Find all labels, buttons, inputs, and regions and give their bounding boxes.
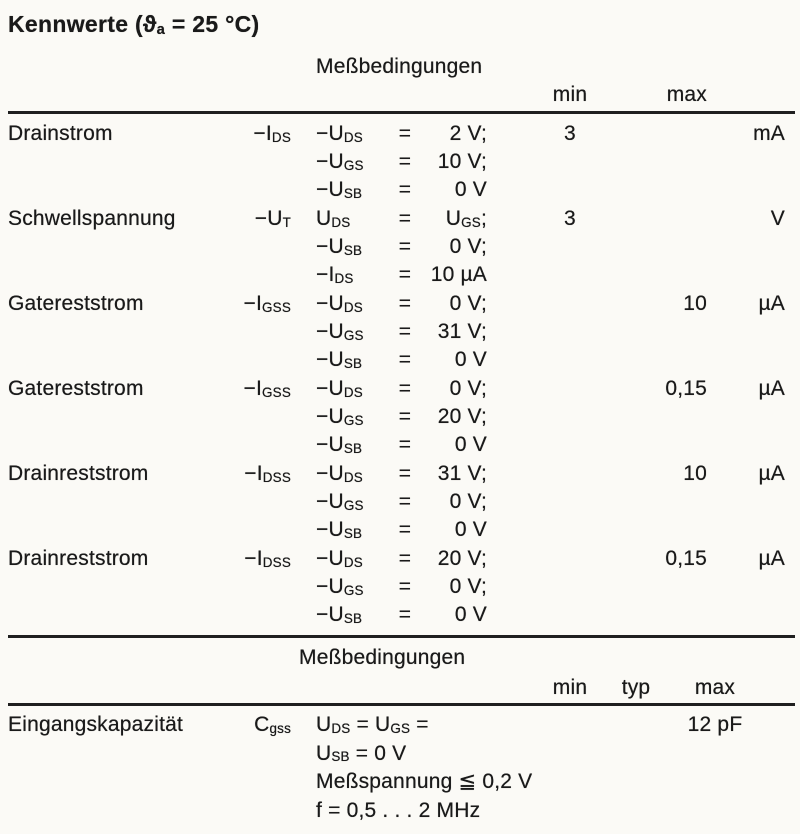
condition-line: $-U_{SB}$ = 0 V — [316, 348, 487, 371]
parameter-name: Schwellspannung — [8, 207, 176, 230]
max-value: 12 pF — [687, 713, 743, 736]
condition-line: $U_{SB} = 0$ V — [316, 741, 407, 765]
parameter-name: Drainreststrom — [8, 462, 149, 485]
max-value: 0,15 — [665, 547, 707, 570]
condition-line: $U_{DS}$ = $U_{GS}$; — [316, 207, 487, 230]
table-row — [8, 711, 793, 825]
parameter-symbol: $-I_{DS}$ — [253, 122, 291, 145]
table-row — [8, 290, 793, 374]
condition-line: f = 0,5 . . . 2 MHz — [316, 798, 481, 822]
typ-column-header: typ — [621, 676, 651, 699]
row-conditions — [299, 460, 487, 544]
parameter-symbol: $-I_{DSS}$ — [244, 547, 291, 570]
max-column-header: max — [666, 83, 707, 106]
parameter-name: Gatereststrom — [8, 377, 144, 400]
row-conditions — [299, 545, 487, 629]
table2-header-conditions — [8, 643, 793, 673]
unit-label: µA — [758, 292, 785, 315]
min-value — [487, 375, 653, 459]
parameter-symbol: $-I_{GSS}$ — [243, 292, 291, 315]
table-row — [8, 205, 793, 289]
row-conditions — [299, 205, 487, 289]
min-column-header: min — [552, 83, 588, 106]
condition-line: $-U_{GS}$ = 0 V; — [316, 575, 487, 598]
table-divider — [8, 635, 795, 638]
parameter-symbol: $C_{gss}$ — [254, 713, 291, 736]
row-conditions — [299, 375, 487, 459]
typ-value — [606, 711, 666, 825]
row-conditions — [299, 120, 487, 204]
max-value: 0,15 — [665, 377, 707, 400]
parameter-name: Eingangskapazität — [8, 713, 184, 736]
max-value — [653, 120, 713, 204]
parameter-symbol: $-I_{GSS}$ — [243, 377, 291, 400]
row-conditions — [299, 711, 534, 825]
table1-header-conditions — [8, 52, 793, 81]
condition-line: $-I_{DS}$ = 10 µA — [316, 263, 487, 286]
max-value: 10 — [683, 292, 707, 315]
characteristics-table — [8, 114, 793, 629]
capacitance-table — [8, 706, 793, 825]
max-value — [653, 205, 713, 289]
min-value — [487, 290, 653, 374]
min-value: 3 — [564, 122, 576, 145]
table2-header — [8, 643, 793, 703]
condition-line: $-U_{DS}$ = 31 V; — [316, 462, 487, 485]
max-value: 10 — [683, 462, 707, 485]
min-value — [487, 545, 653, 629]
unit-label: mA — [753, 122, 785, 145]
condition-line: $-U_{DS}$ = 2 V; — [316, 122, 487, 145]
parameter-symbol: $-U_T$ — [254, 207, 291, 230]
condition-line: $-U_{DS}$ = 20 V; — [316, 547, 487, 570]
table-row — [8, 460, 793, 544]
table2-header-columns — [8, 673, 793, 703]
condition-line: $-U_{DS}$ = 0 V; — [316, 377, 487, 400]
row-conditions — [299, 290, 487, 374]
condition-line: $-U_{GS}$ = 20 V; — [316, 405, 487, 428]
min-value — [487, 460, 653, 544]
condition-line: $-U_{GS}$ = 0 V; — [316, 490, 487, 513]
unit-label: µA — [758, 547, 785, 570]
table-row — [8, 120, 793, 204]
conditions-header-label: Meßbedingungen — [299, 646, 466, 669]
page-title: Kennwerte ($ϑ_a = 25$ °C) — [8, 11, 260, 39]
table-row — [8, 545, 793, 629]
max-column-header: max — [694, 676, 736, 699]
parameter-name: Drainreststrom — [8, 547, 149, 570]
parameter-symbol: $-I_{DSS}$ — [244, 462, 291, 485]
condition-line: $-U_{SB}$ = 0 V — [316, 433, 487, 456]
condition-line: $U_{DS} = U_{GS}$ = — [316, 713, 429, 736]
min-value: 3 — [564, 207, 576, 230]
parameter-name: Gatereststrom — [8, 292, 144, 315]
min-column-header: min — [552, 676, 588, 699]
condition-line: $-U_{SB}$ = 0 V — [316, 178, 487, 201]
condition-line: Meßspannung ≦ 0,2 V — [316, 770, 533, 793]
condition-line: $-U_{SB}$ = 0 V; — [316, 235, 487, 258]
min-value — [534, 711, 606, 825]
table-row — [8, 375, 793, 459]
unit-label: µA — [758, 377, 785, 400]
condition-line: $-U_{GS}$ = 10 V; — [316, 150, 487, 173]
table1-header-columns — [8, 81, 793, 108]
unit-label: V — [770, 207, 785, 230]
condition-line: $-U_{GS}$ = 31 V; — [316, 320, 487, 343]
parameter-name: Drainstrom — [8, 122, 113, 145]
condition-line: $-U_{DS}$ = 0 V; — [316, 292, 487, 315]
condition-line: $-U_{SB}$ = 0 V — [316, 518, 487, 541]
condition-line: $-U_{SB}$ = 0 V — [316, 603, 487, 626]
conditions-header-label: Meßbedingungen — [316, 55, 483, 78]
unit-label: µA — [758, 462, 785, 485]
